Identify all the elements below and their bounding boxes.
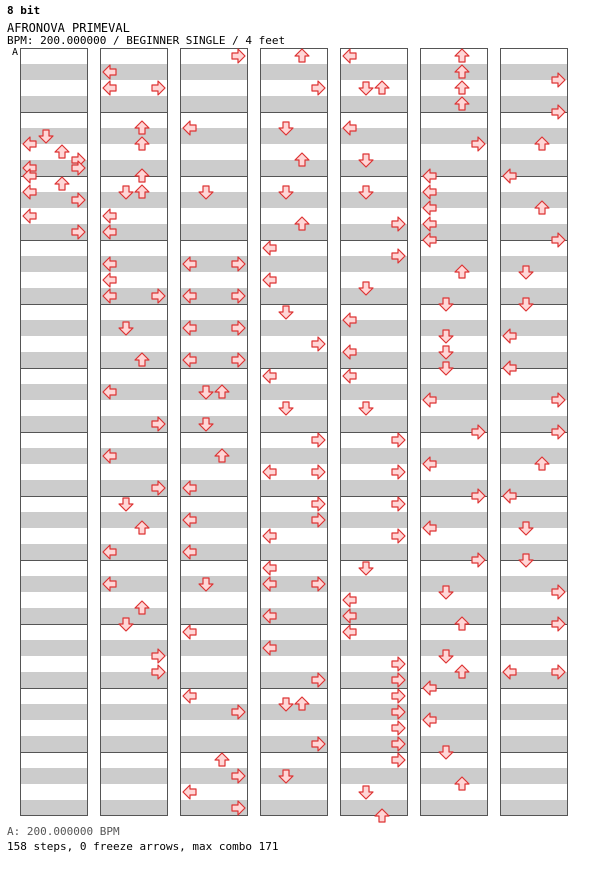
- beat-stripe: [260, 416, 328, 424]
- beat-stripe: [180, 392, 248, 400]
- beat-stripe: [20, 72, 88, 80]
- beat-stripe: [500, 736, 568, 744]
- beat-stripe: [340, 800, 408, 808]
- beat-stripe: [420, 640, 488, 648]
- beat-stripe: [260, 360, 328, 368]
- beat-stripe: [420, 808, 488, 816]
- beat-stripe: [20, 544, 88, 552]
- beat-stripe: [180, 640, 248, 648]
- beat-stripe: [20, 296, 88, 304]
- beat-stripe: [180, 168, 248, 176]
- beat-stripe: [20, 744, 88, 752]
- chart-summary: 158 steps, 0 freeze arrows, max combo 171: [7, 840, 279, 853]
- beat-stripe: [500, 776, 568, 784]
- beat-stripe: [20, 328, 88, 336]
- beat-stripe: [260, 488, 328, 496]
- beat-stripe: [420, 416, 488, 424]
- beat-stripe: [340, 584, 408, 592]
- beat-stripe: [20, 576, 88, 584]
- beat-stripe: [500, 704, 568, 712]
- beat-stripe: [500, 136, 568, 144]
- beat-stripe: [420, 800, 488, 808]
- beat-stripe: [340, 392, 408, 400]
- beat-stripe: [260, 264, 328, 272]
- beat-stripe: [180, 424, 248, 432]
- beat-stripe: [340, 264, 408, 272]
- beat-stripe: [20, 736, 88, 744]
- beat-stripe: [180, 448, 248, 456]
- beat-stripe: [340, 232, 408, 240]
- beat-stripe: [100, 776, 168, 784]
- beat-stripe: [260, 72, 328, 80]
- beat-stripe: [100, 704, 168, 712]
- beat-stripe: [20, 608, 88, 616]
- beat-stripe: [500, 256, 568, 264]
- beat-stripe: [100, 352, 168, 360]
- beat-stripe: [260, 320, 328, 328]
- beat-stripe: [20, 256, 88, 264]
- beat-stripe: [420, 384, 488, 392]
- beat-stripe: [260, 232, 328, 240]
- beat-stripe: [500, 480, 568, 488]
- beat-stripe: [180, 736, 248, 744]
- beat-stripe: [20, 776, 88, 784]
- beat-stripe: [100, 168, 168, 176]
- beat-stripe: [340, 96, 408, 104]
- beat-stripe: [20, 416, 88, 424]
- beat-stripe: [180, 680, 248, 688]
- beat-stripe: [260, 704, 328, 712]
- beat-stripe: [500, 224, 568, 232]
- beat-stripe: [340, 384, 408, 392]
- beat-stripe: [100, 192, 168, 200]
- beat-stripe: [500, 352, 568, 360]
- beat-stripe: [420, 608, 488, 616]
- beat-stripe: [260, 552, 328, 560]
- beat-stripe: [180, 584, 248, 592]
- beat-stripe: [180, 648, 248, 656]
- beat-stripe: [260, 256, 328, 264]
- beat-stripe: [180, 96, 248, 104]
- beat-stripe: [420, 776, 488, 784]
- beat-stripe: [260, 296, 328, 304]
- beat-stripe: [20, 64, 88, 72]
- beat-stripe: [20, 640, 88, 648]
- beat-stripe: [420, 256, 488, 264]
- beat-stripe: [500, 288, 568, 296]
- beat-stripe: [20, 104, 88, 112]
- beat-stripe: [500, 160, 568, 168]
- beat-stripe: [20, 712, 88, 720]
- beat-stripe: [180, 160, 248, 168]
- beat-stripe: [100, 768, 168, 776]
- beat-stripe: [420, 704, 488, 712]
- beat-stripe: [260, 448, 328, 456]
- beat-stripe: [260, 328, 328, 336]
- beat-stripe: [340, 448, 408, 456]
- beat-stripe: [20, 392, 88, 400]
- chart-info: BPM: 200.000000 / BEGINNER SINGLE / 4 feet: [7, 34, 286, 47]
- beat-stripe: [420, 352, 488, 360]
- beat-stripe: [180, 224, 248, 232]
- beat-stripe: [340, 160, 408, 168]
- beat-stripe: [20, 360, 88, 368]
- beat-stripe: [500, 768, 568, 776]
- beat-stripe: [180, 744, 248, 752]
- beat-stripe: [260, 128, 328, 136]
- beat-stripe: [100, 680, 168, 688]
- beat-stripe: [180, 416, 248, 424]
- beat-stripe: [420, 264, 488, 272]
- beat-stripe: [260, 424, 328, 432]
- beat-stripe: [20, 488, 88, 496]
- beat-stripe: [100, 800, 168, 808]
- beat-stripe: [420, 104, 488, 112]
- beat-stripe: [180, 384, 248, 392]
- beat-stripe: [420, 512, 488, 520]
- beat-stripe: [180, 616, 248, 624]
- beat-stripe: [340, 640, 408, 648]
- beat-stripe: [260, 480, 328, 488]
- beat-stripe: [20, 768, 88, 776]
- beat-stripe: [340, 64, 408, 72]
- beat-stripe: [500, 96, 568, 104]
- beat-stripe: [500, 264, 568, 272]
- beat-stripe: [20, 96, 88, 104]
- beat-stripe: [340, 288, 408, 296]
- beat-stripe: [260, 808, 328, 816]
- beat-stripe: [20, 520, 88, 528]
- beat-stripe: [340, 544, 408, 552]
- beat-stripe: [260, 192, 328, 200]
- beat-stripe: [260, 64, 328, 72]
- beat-stripe: [20, 584, 88, 592]
- beat-stripe: [420, 544, 488, 552]
- beat-stripe: [180, 72, 248, 80]
- beat-stripe: [420, 64, 488, 72]
- beat-stripe: [20, 480, 88, 488]
- beat-stripe: [420, 744, 488, 752]
- beat-stripe: [420, 328, 488, 336]
- beat-stripe: [420, 288, 488, 296]
- beat-stripe: [340, 296, 408, 304]
- beat-stripe: [500, 744, 568, 752]
- beat-stripe: [420, 448, 488, 456]
- beat-stripe: [20, 672, 88, 680]
- beat-stripe: [420, 768, 488, 776]
- beat-stripe: [420, 320, 488, 328]
- beat-stripe: [500, 64, 568, 72]
- beat-stripe: [420, 96, 488, 104]
- beat-stripe: [500, 192, 568, 200]
- beat-stripe: [500, 800, 568, 808]
- beat-stripe: [20, 808, 88, 816]
- beat-stripe: [100, 328, 168, 336]
- beat-stripe: [420, 672, 488, 680]
- beat-stripe: [500, 808, 568, 816]
- beat-stripe: [260, 136, 328, 144]
- beat-stripe: [340, 360, 408, 368]
- beat-stripe: [340, 648, 408, 656]
- beat-stripe: [260, 776, 328, 784]
- beat-stripe: [260, 200, 328, 208]
- beat-stripe: [260, 544, 328, 552]
- beat-stripe: [420, 128, 488, 136]
- beat-stripe: [100, 96, 168, 104]
- beat-stripe: [100, 616, 168, 624]
- beat-stripe: [260, 104, 328, 112]
- beat-stripe: [20, 424, 88, 432]
- beat-stripe: [500, 608, 568, 616]
- beat-stripe: [100, 512, 168, 520]
- beat-stripe: [420, 648, 488, 656]
- beat-stripe: [500, 200, 568, 208]
- beat-stripe: [100, 128, 168, 136]
- speed-label: 8 bit: [7, 4, 41, 17]
- beat-stripe: [340, 512, 408, 520]
- beat-stripe: [20, 128, 88, 136]
- beat-stripe: [180, 672, 248, 680]
- beat-stripe: [260, 160, 328, 168]
- beat-stripe: [20, 456, 88, 464]
- beat-stripe: [180, 232, 248, 240]
- beat-stripe: [180, 192, 248, 200]
- beat-stripe: [420, 160, 488, 168]
- beat-stripe: [420, 616, 488, 624]
- beat-stripe: [340, 768, 408, 776]
- beat-stripe: [500, 520, 568, 528]
- beat-stripe: [100, 320, 168, 328]
- beat-stripe: [20, 320, 88, 328]
- beat-stripe: [420, 296, 488, 304]
- beat-stripe: [180, 136, 248, 144]
- beat-stripe: [180, 64, 248, 72]
- beat-stripe: [20, 648, 88, 656]
- beat-stripe: [100, 608, 168, 616]
- beat-stripe: [500, 512, 568, 520]
- beat-stripe: [420, 576, 488, 584]
- beat-stripe: [260, 768, 328, 776]
- beat-stripe: [260, 168, 328, 176]
- beat-stripe: [20, 704, 88, 712]
- beat-stripe: [20, 288, 88, 296]
- beat-stripe: [20, 384, 88, 392]
- beat-stripe: [100, 744, 168, 752]
- beat-stripe: [420, 72, 488, 80]
- beat-stripe: [180, 456, 248, 464]
- beat-stripe: [180, 104, 248, 112]
- beat-stripe: [500, 576, 568, 584]
- beat-stripe: [500, 712, 568, 720]
- beat-stripe: [340, 192, 408, 200]
- beat-stripe: [260, 96, 328, 104]
- beat-stripe: [260, 392, 328, 400]
- beat-stripe: [100, 808, 168, 816]
- beat-stripe: [500, 320, 568, 328]
- beat-stripe: [420, 360, 488, 368]
- beat-stripe: [340, 456, 408, 464]
- song-title: AFRONOVA PRIMEVAL: [7, 21, 130, 35]
- bpm-marker-label: A: [12, 47, 19, 58]
- beat-stripe: [340, 424, 408, 432]
- beat-stripe: [260, 384, 328, 392]
- beat-stripe: [340, 104, 408, 112]
- beat-stripe: [260, 288, 328, 296]
- beat-stripe: [260, 800, 328, 808]
- beat-stripe: [500, 128, 568, 136]
- beat-stripe: [100, 520, 168, 528]
- beat-stripe: [420, 736, 488, 744]
- beat-stripe: [340, 808, 408, 816]
- beat-stripe: [340, 168, 408, 176]
- beat-stripe: [340, 416, 408, 424]
- beat-stripe: [20, 264, 88, 272]
- beat-stripe: [420, 480, 488, 488]
- beat-stripe: [500, 416, 568, 424]
- beat-stripe: [340, 776, 408, 784]
- beat-stripe: [100, 104, 168, 112]
- beat-stripe: [500, 552, 568, 560]
- beat-stripe: [340, 552, 408, 560]
- beat-stripe: [20, 512, 88, 520]
- beat-stripe: [100, 640, 168, 648]
- beat-stripe: [420, 584, 488, 592]
- beat-stripe: [180, 608, 248, 616]
- beat-stripe: [500, 640, 568, 648]
- beat-stripe: [20, 552, 88, 560]
- beat-stripe: [260, 712, 328, 720]
- beat-stripe: [100, 136, 168, 144]
- beat-stripe: [100, 712, 168, 720]
- beat-stripe: [100, 160, 168, 168]
- beat-stripe: [340, 520, 408, 528]
- beat-stripe: [500, 296, 568, 304]
- beat-stripe: [500, 680, 568, 688]
- beat-stripe: [340, 480, 408, 488]
- beat-stripe: [100, 736, 168, 744]
- beat-stripe: [20, 616, 88, 624]
- beat-stripe: [180, 576, 248, 584]
- beat-stripe: [500, 648, 568, 656]
- beat-stripe: [20, 800, 88, 808]
- beat-stripe: [100, 360, 168, 368]
- beat-stripe: [500, 448, 568, 456]
- bpm-legend: A: 200.000000 BPM: [7, 825, 120, 838]
- beat-stripe: [500, 384, 568, 392]
- beat-stripe: [20, 448, 88, 456]
- beat-stripe: [260, 456, 328, 464]
- beat-stripe: [340, 576, 408, 584]
- beat-stripe: [260, 224, 328, 232]
- beat-stripe: [500, 456, 568, 464]
- beat-stripe: [340, 136, 408, 144]
- beat-stripe: [340, 72, 408, 80]
- beat-stripe: [180, 200, 248, 208]
- beat-stripe: [340, 328, 408, 336]
- beat-stripe: [340, 488, 408, 496]
- beat-stripe: [500, 544, 568, 552]
- beat-stripe: [20, 352, 88, 360]
- beat-stripe: [260, 352, 328, 360]
- beat-stripe: [20, 680, 88, 688]
- beat-stripe: [100, 200, 168, 208]
- beat-stripe: [340, 200, 408, 208]
